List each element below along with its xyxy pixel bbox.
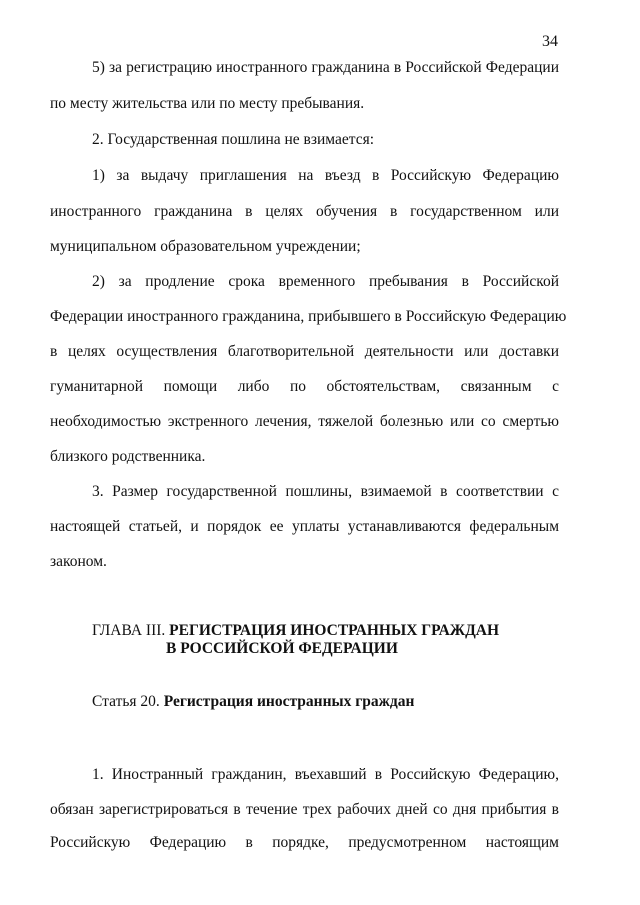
paragraph-line: Российскую Федерацию в порядке, предусмотренном настоящим: [50, 834, 559, 851]
chapter-title-line2: В РОССИЙСКОЙ ФЕДЕРАЦИИ: [166, 640, 398, 657]
paragraph-line: необходимостью экстренного лечения, тяжелой болезнью или со смертью: [50, 413, 559, 430]
page-number: 34: [542, 33, 558, 50]
article-title: Регистрация иностранных граждан: [163, 693, 415, 710]
paragraph-line: близкого родственника.: [50, 448, 206, 465]
paragraph-line: 5) за регистрацию иностранного гражданина в Российской Федерации: [92, 59, 559, 76]
paragraph-line: обязан зарегистрироваться в течение трех рабочих дней со дня прибытия в: [50, 801, 559, 818]
paragraph-line: 2) за продление срока временного пребывания в Российской: [92, 273, 559, 290]
paragraph-line: в целях осуществления благотворительной деятельности или доставки: [50, 343, 559, 360]
paragraph-line: по месту жительства или по месту пребывания.: [50, 95, 365, 112]
paragraph-line: Федерации иностранного гражданина, прибывшего в Российскую Федерацию: [50, 308, 567, 325]
chapter-title: РЕГИСТРАЦИЯ ИНОСТРАННЫХ ГРАЖДАН: [169, 622, 500, 639]
chapter-heading: [92, 621, 499, 641]
article-label: Статья 20.: [92, 693, 160, 710]
paragraph-line: муниципальном образовательном учреждении;: [50, 238, 361, 255]
paragraph-line: гуманитарной помощи либо по обстоятельствам, связанным с: [50, 378, 559, 395]
paragraph-line: 1. Иностранный гражданин, въехавший в Российскую Федерацию,: [92, 766, 559, 783]
paragraph-line: 1) за выдачу приглашения на въезд в Российскую Федерацию: [92, 167, 559, 184]
paragraph-line: иностранного гражданина в целях обучения в государственном или: [50, 203, 559, 220]
paragraph-line: законом.: [50, 553, 107, 570]
paragraph-line: 2. Государственная пошлина не взимается:: [92, 131, 375, 148]
paragraph-line: 3. Размер государственной пошлины, взимаемой в соответствии с: [92, 483, 559, 500]
chapter-label: ГЛАВА III.: [92, 622, 166, 639]
article-heading: [92, 692, 414, 712]
paragraph-line: настоящей статьей, и порядок ее уплаты устанавливаются федеральным: [50, 518, 559, 535]
